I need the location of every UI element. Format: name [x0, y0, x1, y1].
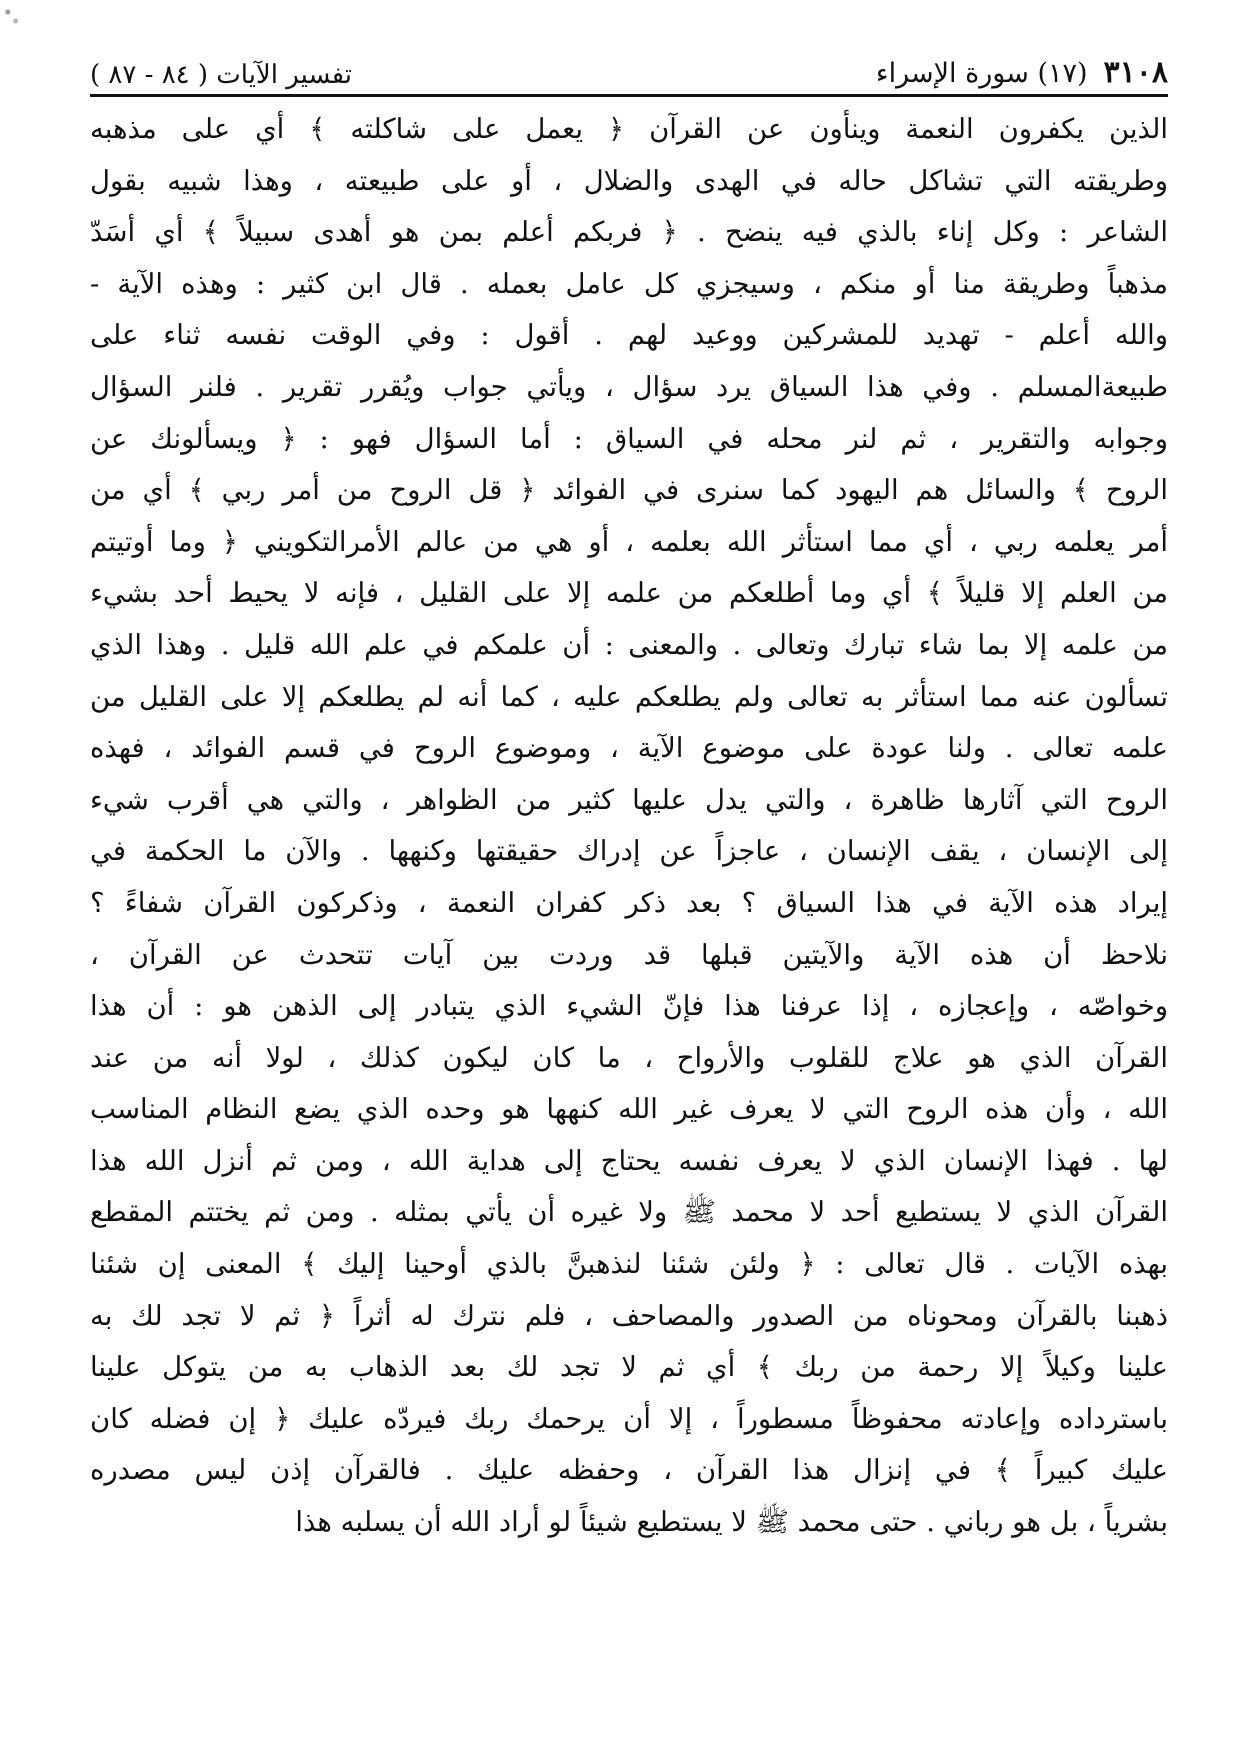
text-line: من علمه إلا بما شاء تبارك وتعالى . والمعنى : أن علمكم في علم الله قليل . وهذا الذي	[90, 628, 1168, 661]
surah-title: (١٧) سورة الإسراء	[875, 58, 1088, 89]
text-line: إيراد هذه الآية في هذا السياق ؟ بعد ذكر كفران النعمة ، وذكركون القرآن شفاءً ؟	[90, 886, 1168, 919]
scan-artifact	[0, 0, 26, 30]
text-line: الشاعر : وكل إناء بالذي فيه ينضح . ﴿ فربكم أعلم بمن هو أهدى سبيلاً ﴾ أي أسَدّ	[90, 216, 1168, 249]
text-line: والله أعلم - تهديد للمشركين ووعيد لهم . أقول : وفي الوقت نفسه ثناء على	[90, 319, 1168, 352]
text-line: لها . فهذا الإنسان الذي لا يعرف نفسه يحتاج إلى هداية الله ، ومن ثم أنزل الله هذا	[90, 1144, 1168, 1177]
text-line: بشرياً ، بل هو رباني . حتى محمد ﷺ لا يستطيع شيئاً لو أراد الله أن يسلبه هذا	[295, 1506, 1168, 1539]
text-line: ذهبنا بالقرآن ومحوناه من الصدور والمصاحف ، فلم نترك له أثراً ﴿ ثم لا تجد لك به	[90, 1299, 1168, 1332]
body-text	[90, 104, 1168, 1549]
text-line: علمه تعالى . ولنا عودة على موضوع الآية ، وموضوع الروح في قسم الفوائد ، فهذه	[90, 732, 1168, 765]
text-line: من العلم إلا قليلاً ﴾ أي وما أطلعكم من علمه إلا على القليل ، فإنه لا يحيط أحد بشيء	[90, 577, 1168, 610]
text-line: الروح التي آثارها ظاهرة ، والتي يدل عليها كثير من الظواهر ، والتي هي أقرب شيء	[90, 783, 1168, 816]
text-line: إلى الإنسان ، يقف الإنسان ، عاجزاً عن إدراك حقيقتها وكنهها . والآن ما الحكمة في	[90, 835, 1168, 868]
text-line: القرآن الذي لا يستطيع أحد لا محمد ﷺ ولا غيره أن يأتي بمثله . ومن ثم يختتم المقطع	[90, 1196, 1168, 1229]
page-number: ٣١٠٨	[1103, 55, 1168, 90]
text-line: طبيعةالمسلم . وفي هذا السياق يرد سؤال ، ويأتي جواب ويُقرر تقرير . فلنر السؤال	[90, 370, 1168, 403]
section-title: تفسير الآيات ( ٨٤ - ٨٧ )	[90, 60, 353, 90]
text-line: بهذه الآيات . قال تعالى : ﴿ ولئن شئنا لنذهبنَّ بالذي أوحينا إليك ﴾ المعنى إن شئنا	[90, 1248, 1168, 1281]
text-line: وطريقته التي تشاكل حاله في الهدى والضلال ، أو على طبيعته ، وهذا شبيه بقول	[90, 164, 1168, 197]
text-line: نلاحظ أن هذه الآية والآيتين قبلها قد وردت بين آيات تتحدث عن القرآن ،	[90, 938, 1168, 971]
text-line: مذهباً وطريقة منا أو منكم ، وسيجزي كل عامل بعمله . قال ابن كثير : وهذه الآية -	[90, 267, 1168, 300]
text-line: عليك كبيراً ﴾ في إنزال هذا القرآن ، وحفظه عليك . فالقرآن إذن ليس مصدره	[90, 1454, 1168, 1487]
text-line: علينا وكيلاً إلا رحمة من ربك ﴾ أي ثم لا تجد لك بعد الذهاب به من يتوكل علينا	[90, 1351, 1168, 1384]
header-right-group	[876, 55, 1168, 90]
text-line: الذين يكفرون النعمة وينأون عن القرآن ﴿ يعمل على شاكلته ﴾ أي على مذهبه	[90, 113, 1168, 145]
text-line: الله ، وأن هذه الروح التي لا يعرف غير الله كنهها هو وحده الذي يضع النظام المناسب	[90, 1093, 1168, 1126]
text-line: وجوابه والتقرير ، ثم لنر محله في السياق : أما السؤال فهو : ﴿ ويسألونك عن	[90, 422, 1168, 455]
text-line: باسترداده وإعادته محفوظاً مسطوراً ، إلا أن يرحمك ربك فيردّه عليك ﴿ إن فضله كان	[90, 1402, 1168, 1435]
text-line: الروح ﴾ والسائل هم اليهود كما سنرى في الفوائد ﴿ قل الروح من أمر ربي ﴾ أي من	[90, 474, 1168, 507]
text-line: وخواصّه ، وإعجازه ، إذا عرفنا هذا فإنّ الشيء الذي يتبادر إلى الذهن هو : أن هذا	[90, 990, 1168, 1023]
text-line: القرآن الذي هو علاج للقلوب والأرواح ، ما كان ليكون كذلك ، لولا أنه من عند	[90, 1041, 1168, 1074]
text-line: تسألون عنه مما استأثر به تعالى ولم يطلعكم عليه ، كما أنه لم يطلعكم إلا على القليل من	[90, 680, 1168, 713]
running-header	[90, 44, 1168, 97]
text-line: أمر يعلمه ربي ، أي مما استأثر الله بعلمه ، أو هي من عالم الأمرالتكويني ﴿ وما أوتيتم	[90, 525, 1168, 558]
